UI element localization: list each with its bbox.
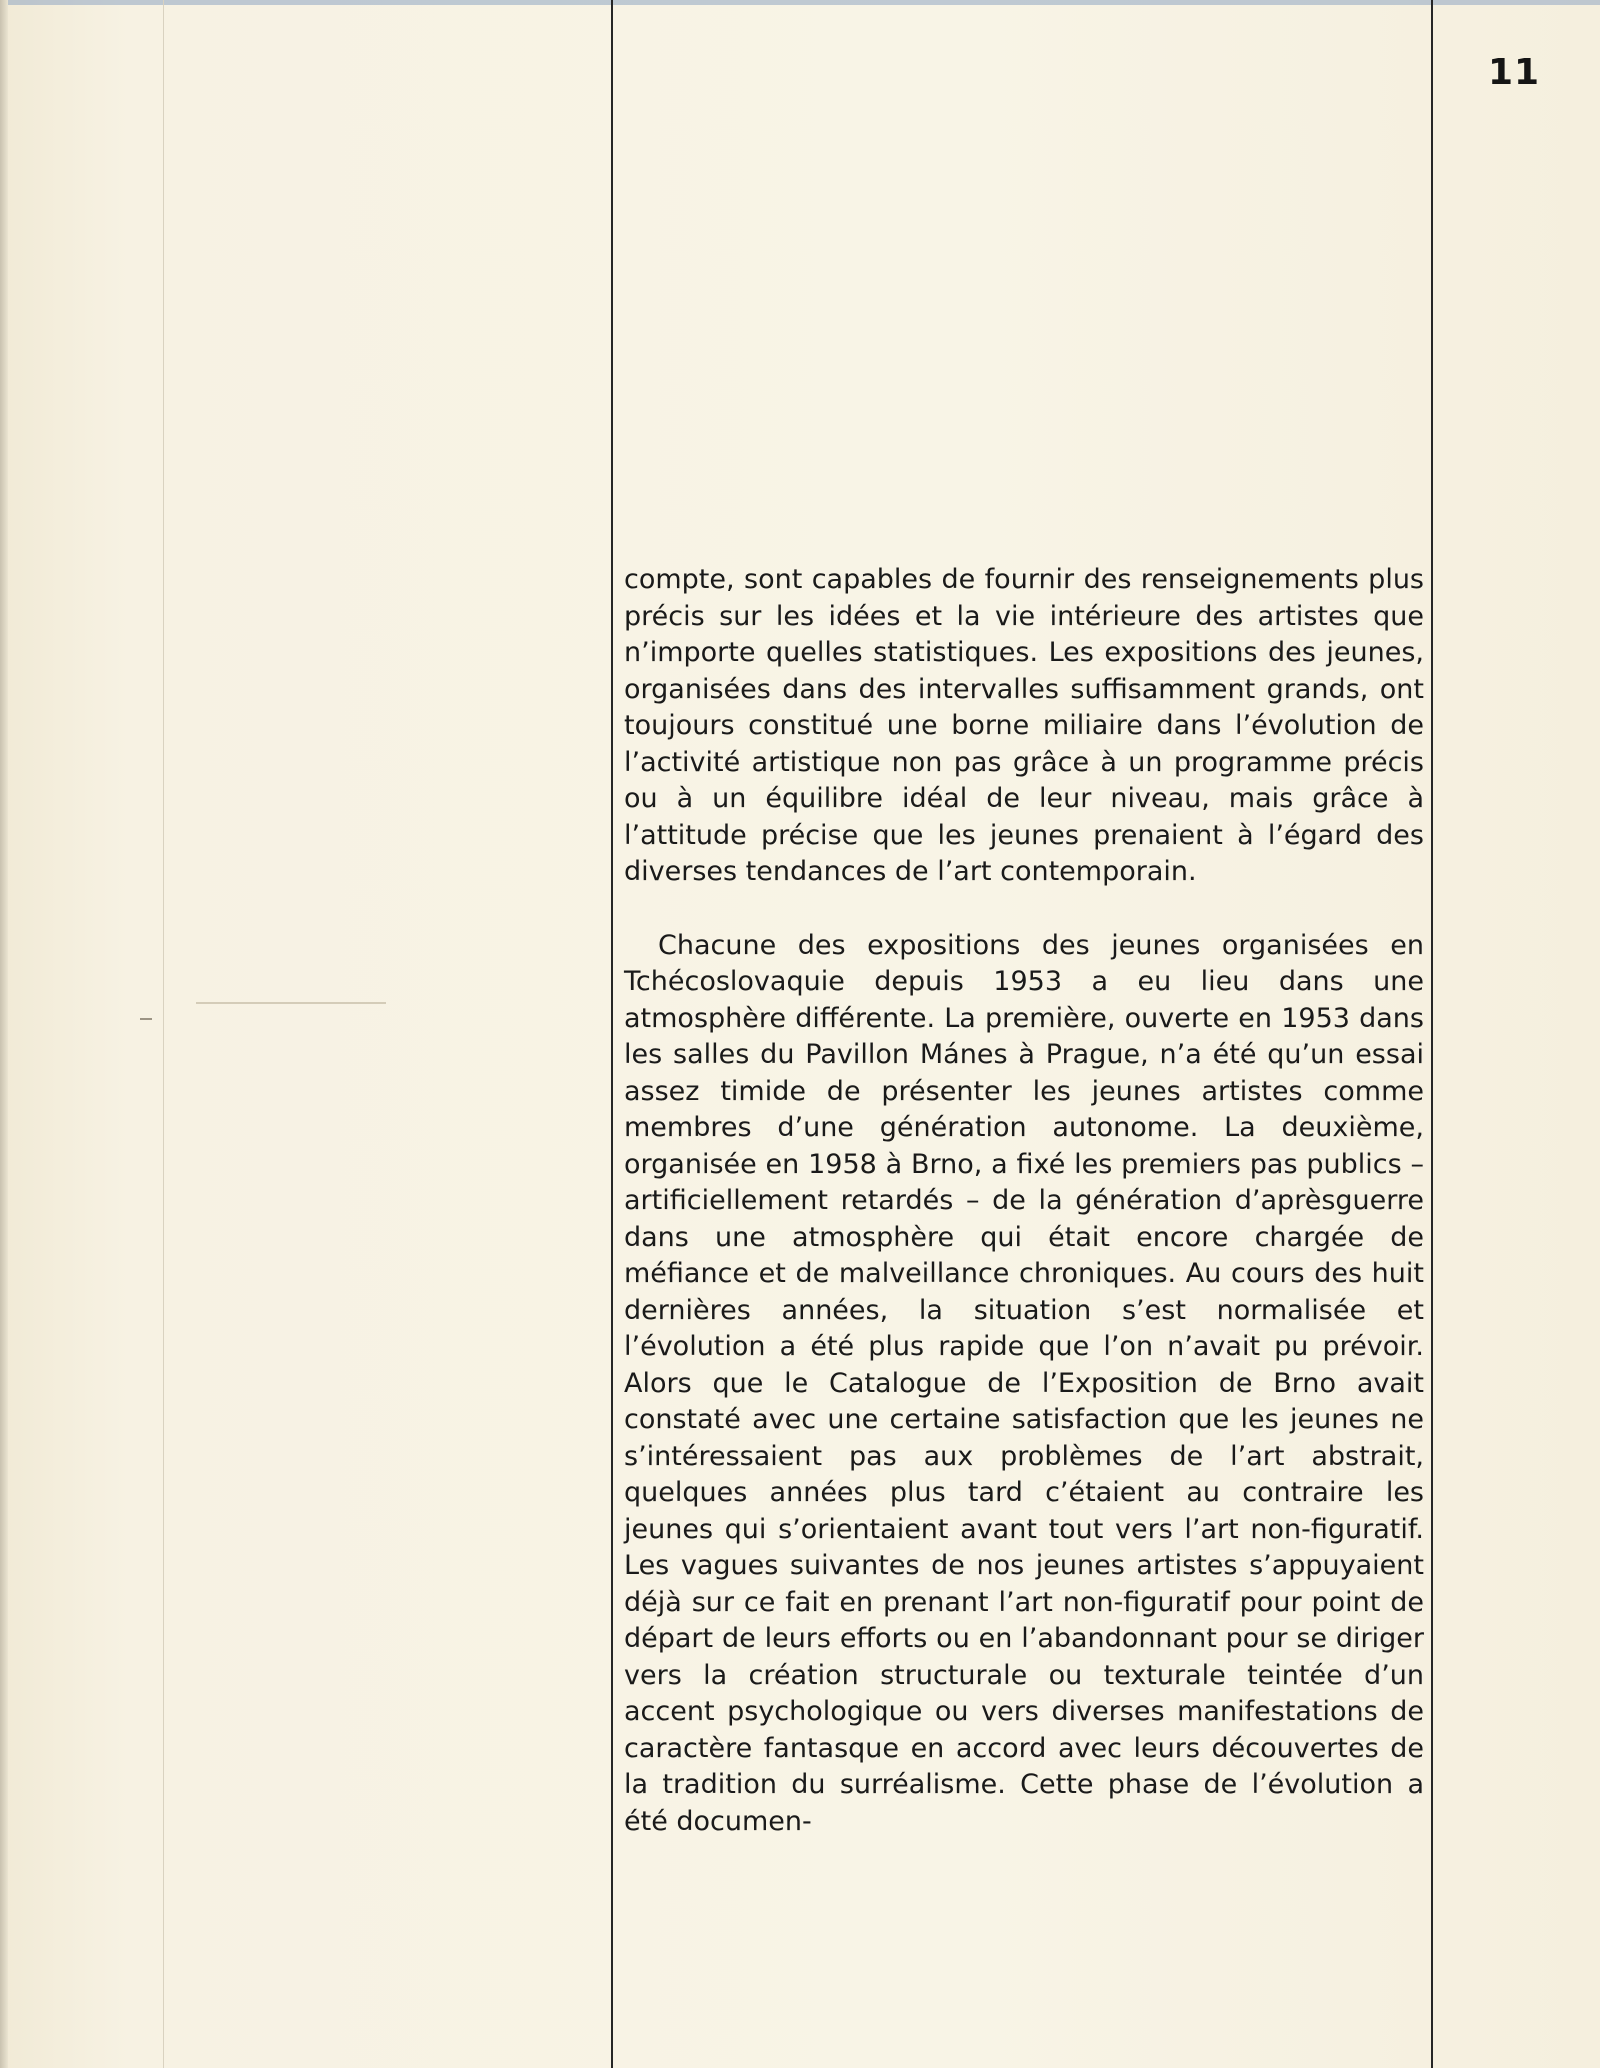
column-rule-left [611,0,613,2068]
bleed-through-mark [196,1002,386,1004]
article-paragraph-1: compte, sont capables de fournir des renseignements plus précis sur les idées et la vie intérieure des artistes que n’importe quelles statistiques. Les expositions des jeunes, organisées dans des intervalles suffisamment grands, ont toujours constitué une borne miliaire dans l’évolution de l’activité artistique non pas grâce à un programme précis ou à un équilibre idéal de leur niveau, mais grâce à l’attitude précise que les jeunes prenaient à l’égard des diverses tendances de l’art contemporain. [624,564,1424,887]
article-text-column [624,562,1424,1840]
faint-column-rule [163,0,164,2068]
page-left-edge [0,0,8,2068]
margin-mark [140,1018,152,1020]
page-top-edge [0,0,1600,5]
article-paragraph-2: Chacune des expositions des jeunes organisées en Tchécoslovaquie depuis 1953 a eu lieu dans une atmosphère différente. La première, ouverte en 1953 dans les salles du Pavillon Mánes à Prague, n’a été qu’un essai assez timide de présenter les jeunes artistes comme membres d’une génération autonome. La deuxième, organisée en 1958 à Brno, a fixé les premiers pas publics – artificiellement retardés – de la génération d’aprèsguerre dans une atmosphère qui était encore chargée de méfiance et de malveillance chroniques. Au cours des huit dernières années, la situation s’est normalisée et l’évolution a été plus rapide que l’on n’avait pu prévoir. Alors que le Catalogue de l’Exposition de Brno avait constaté avec une certaine satisfaction que les jeunes ne s’intéressaient pas aux problèmes de l’art abstrait, quelques années plus tard c’étaient au contraire les jeunes qui s’orientaient avant tout vers l’art non-figuratif. Les vagues suivantes de nos jeunes artistes s’appuyaient déjà sur ce fait en prenant l’art non-figuratif pour point de départ de leurs efforts ou en l’abandonnant pour se diriger vers la création structurale ou texturale teintée d’un accent psychologique ou vers diverses manifestations de caractère fantasque en accord avec leurs découvertes de la tradition du surréalisme. Cette phase de l’évolution a été documen- [624,929,1424,1837]
page-number: 11 [1488,52,1541,93]
column-rule-right [1431,0,1433,2068]
